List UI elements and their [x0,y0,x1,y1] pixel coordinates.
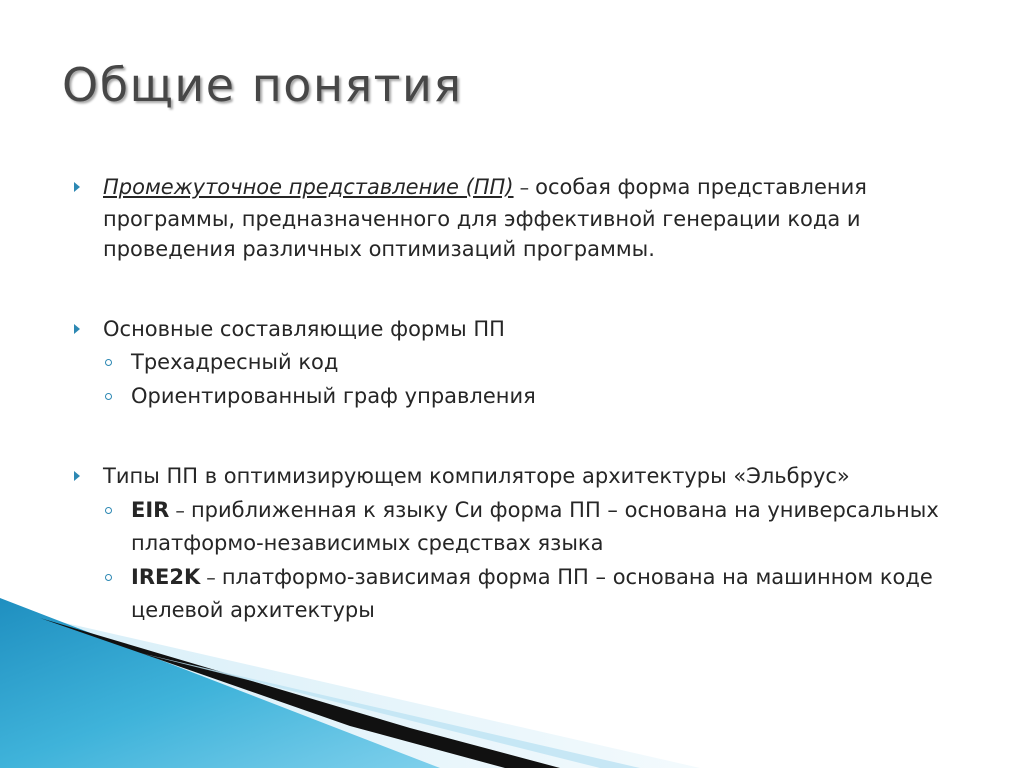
bullet-item [72,314,972,345]
sub-item [72,494,972,559]
separator: – [169,499,191,522]
decorative-wave-graphic [0,598,1024,768]
bullet-text: Основные составляющие формы ПП [103,316,505,341]
bullet-item [72,172,972,265]
sub-item-text: Ориентированный граф управления [131,384,536,408]
triangle-bullet-icon [74,182,80,192]
separator: – [200,566,222,589]
bullet-text: особая форма представления программы, предназначенного для эффективной генерации кода и проведения различных оптимизаций программы. [103,175,867,261]
separator: – [513,177,536,199]
term-eir: EIR [131,497,170,522]
sub-list [72,346,972,412]
slide-title: Общие понятия [62,58,463,112]
term-ire2k: IRE2K [131,564,201,589]
sub-item-text: приближенная к языку Си форма ПП – основана на универсальных платформо-независимых средствах языка [131,497,939,555]
sub-item [72,380,972,412]
triangle-bullet-icon [74,324,80,334]
circle-bullet-icon [105,359,112,366]
term-intermediate-representation: Промежуточное представление (ПП) [103,175,514,199]
sub-item-text: платформо-зависимая форма ПП – основана на машинном коде целевой архитектуры [131,564,933,622]
decor-blue-wedge [0,598,440,768]
circle-bullet-icon [105,393,112,400]
bullet-item [72,461,972,492]
bullet-text: Типы ПП в оптимизирующем компиляторе архитектуры «Эльбрус» [103,464,850,488]
sub-item [72,346,972,378]
triangle-bullet-icon [74,471,80,481]
sub-item-text: Трехадресный код [131,350,339,374]
circle-bullet-icon [105,574,112,581]
slide-content [72,172,972,626]
circle-bullet-icon [105,507,112,514]
